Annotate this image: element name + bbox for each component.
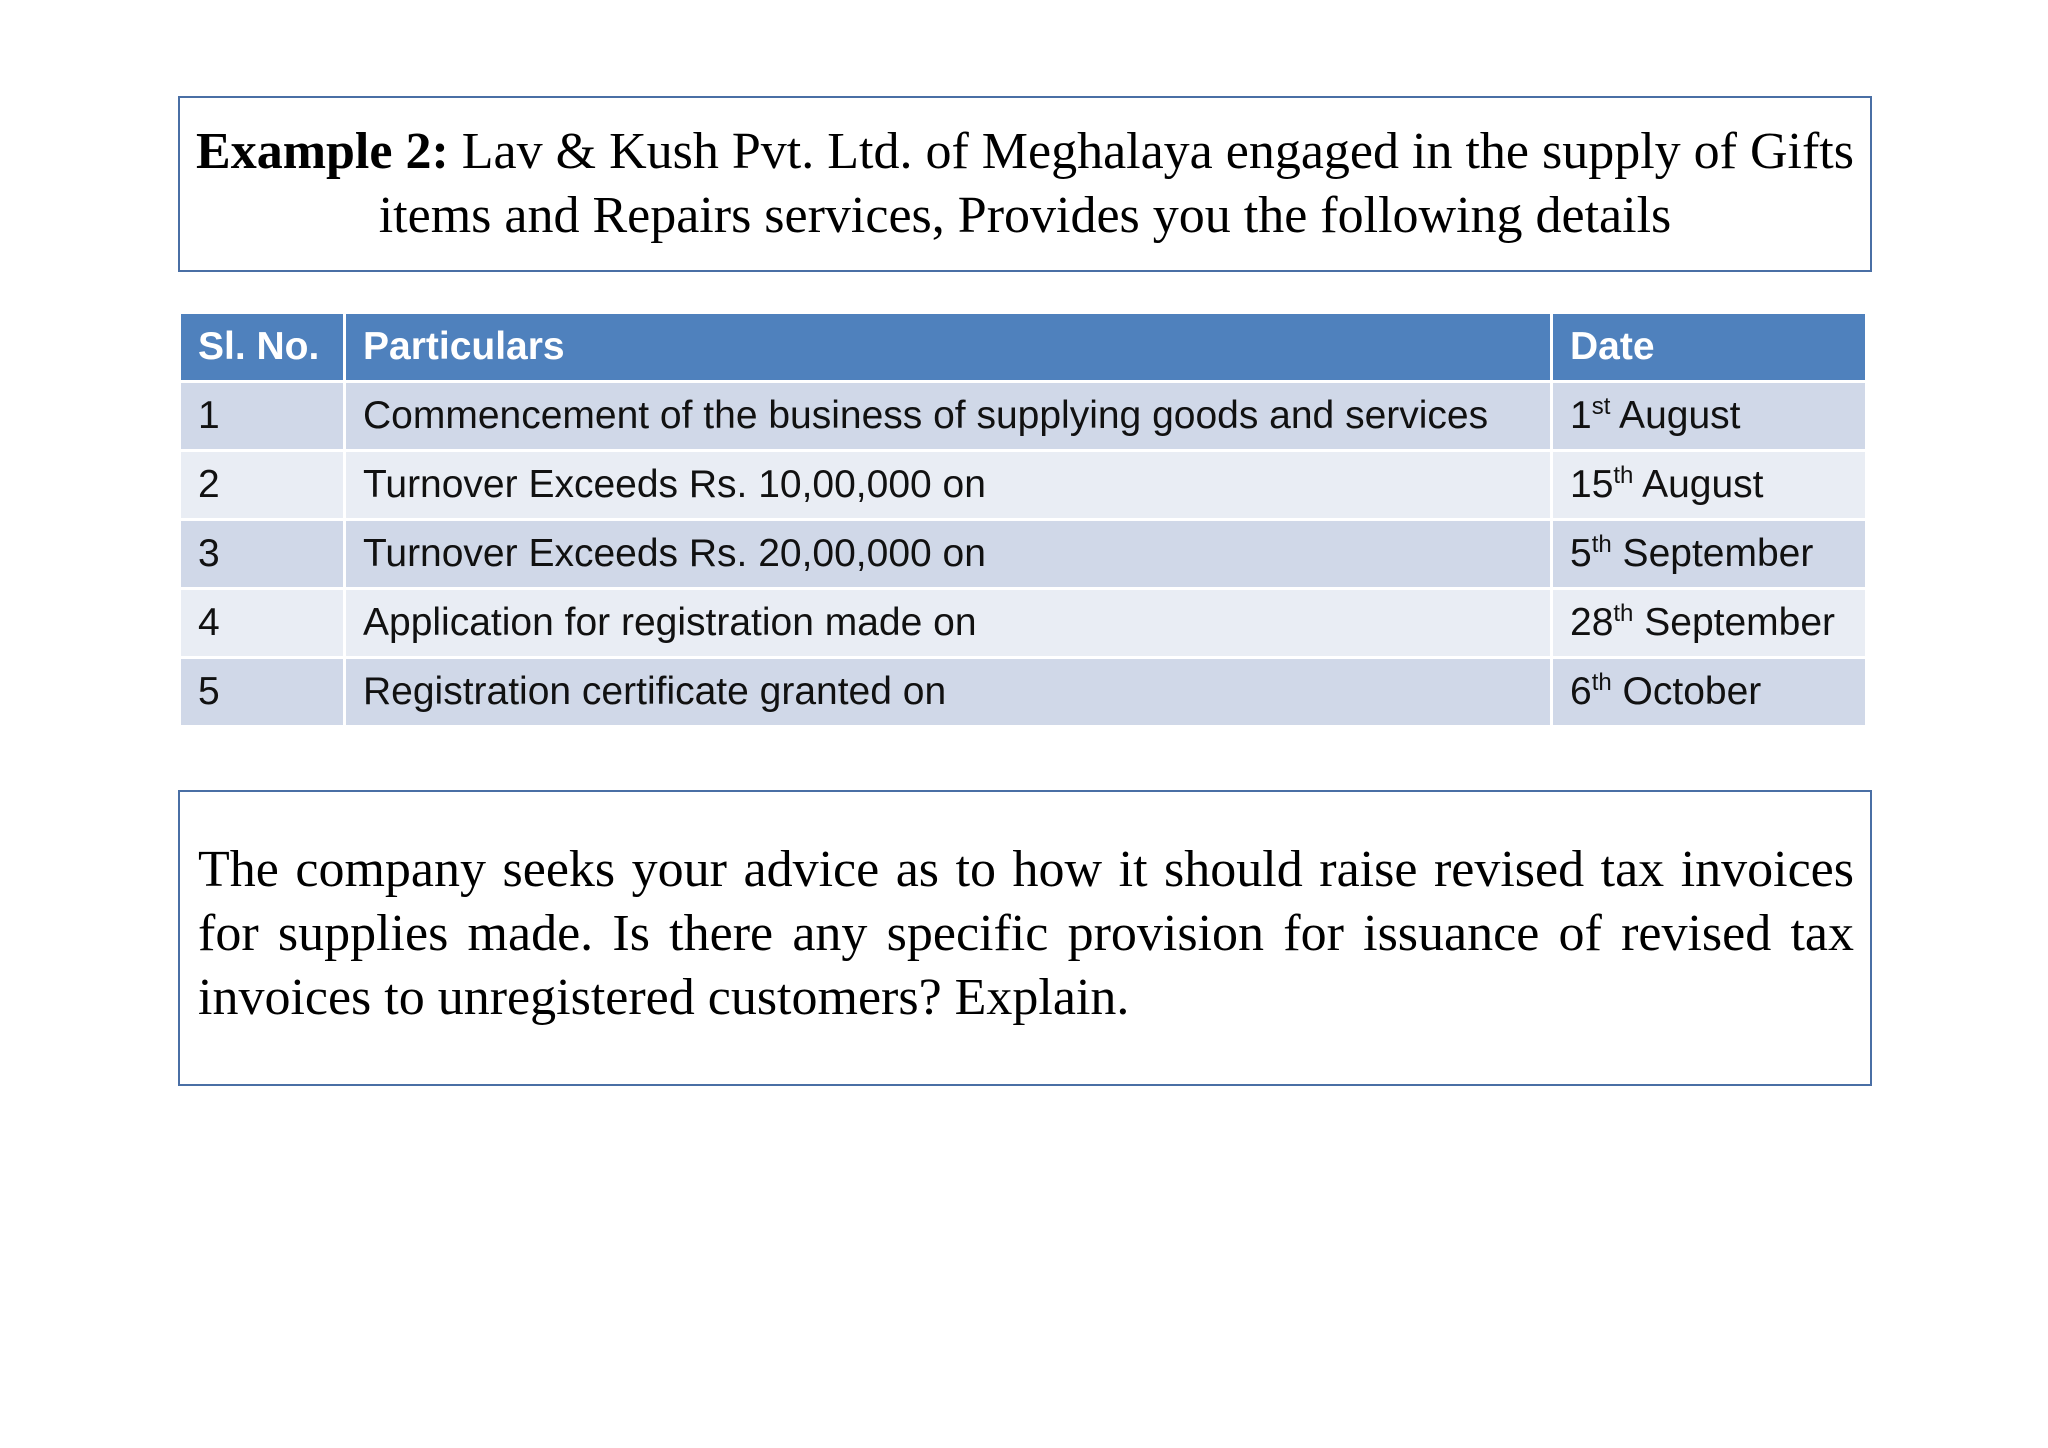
cell-sl-no: 2 — [180, 451, 345, 520]
date-suffix: st — [1591, 393, 1611, 420]
date-suffix: th — [1613, 600, 1634, 627]
header-date: Date — [1552, 313, 1867, 382]
date-month: October — [1611, 670, 1762, 713]
cell-sl-no: 4 — [180, 589, 345, 658]
cell-date — [1552, 382, 1867, 451]
header-particulars: Particulars — [345, 313, 1552, 382]
cell-particular: Commencement of the business of supplying goods and services — [345, 382, 1552, 451]
date-day: 5 — [1570, 532, 1592, 575]
intro-box — [178, 96, 1872, 272]
date-day: 15 — [1570, 463, 1614, 506]
cell-particular: Registration certificate granted on — [345, 658, 1552, 727]
cell-sl-no: 3 — [180, 520, 345, 589]
cell-sl-no: 1 — [180, 382, 345, 451]
cell-sl-no: 5 — [180, 658, 345, 727]
table-row — [180, 589, 1867, 658]
date-suffix: th — [1591, 669, 1612, 696]
date-day: 28 — [1570, 601, 1614, 644]
cell-particular: Application for registration made on — [345, 589, 1552, 658]
header-sl-no: Sl. No. — [180, 313, 345, 382]
intro-text: Lav & Kush Pvt. Ltd. of Meghalaya engaged in the supply of Gifts items and Repairs services, Provides you the following details — [378, 123, 1854, 244]
table-row — [180, 520, 1867, 589]
table-row — [180, 658, 1867, 727]
cell-date — [1552, 451, 1867, 520]
date-month: August — [1633, 463, 1764, 506]
date-day: 1 — [1570, 394, 1592, 437]
cell-date — [1552, 658, 1867, 727]
table-row — [180, 451, 1867, 520]
cell-date — [1552, 589, 1867, 658]
cell-date — [1552, 520, 1867, 589]
question-text: The company seeks your advice as to how it should raise revised tax invoices for supplies made. Is there any specific provision for issuance of revised tax invoices to unregistered customers? Explain. — [198, 841, 1854, 1026]
cell-particular: Turnover Exceeds Rs. 20,00,000 on — [345, 520, 1552, 589]
example-label: Example 2: — [196, 123, 449, 180]
date-month: September — [1611, 532, 1814, 575]
table-row — [180, 382, 1867, 451]
cell-particular: Turnover Exceeds Rs. 10,00,000 on — [345, 451, 1552, 520]
question-box — [178, 790, 1872, 1086]
date-month: August — [1610, 394, 1741, 437]
date-suffix: th — [1613, 462, 1634, 489]
date-suffix: th — [1591, 531, 1612, 558]
intro-paragraph — [180, 120, 1870, 248]
date-day: 6 — [1570, 670, 1592, 713]
date-month: September — [1633, 601, 1836, 644]
details-table — [178, 311, 1868, 728]
table-header-row — [180, 313, 1867, 382]
